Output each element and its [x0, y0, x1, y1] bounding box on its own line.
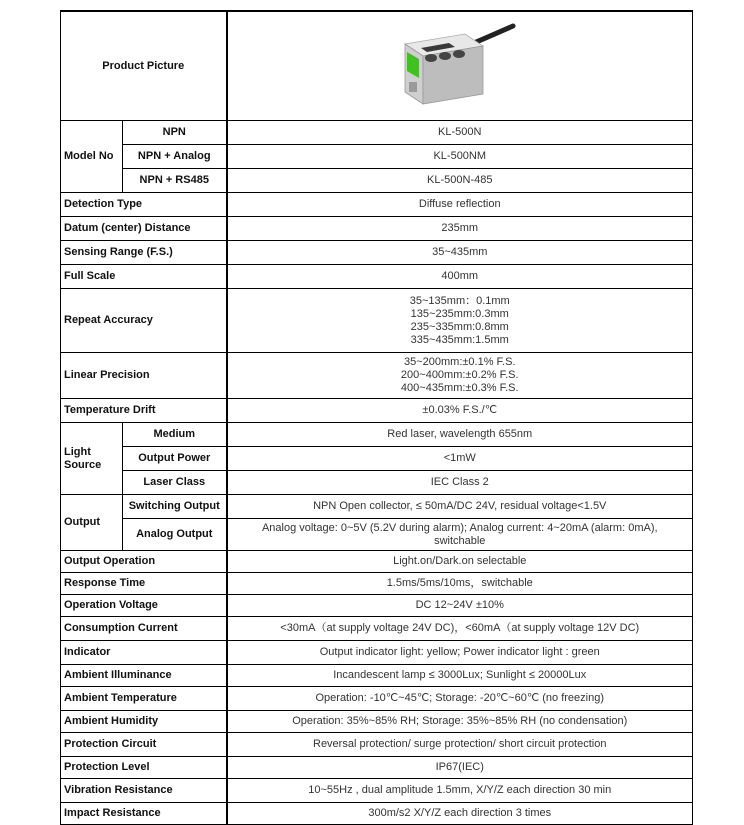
spec-value: Operation: 35%~85% RH; Storage: 35%~85% RH (no condensation) [227, 711, 693, 733]
spec-value: 35~435mm [227, 241, 693, 265]
spec-value: <30mA（at supply voltage 24V DC)，<60mA（at supply voltage 12V DC) [227, 617, 693, 641]
row-impact-resistance [61, 803, 693, 825]
light-source-item: Medium [123, 423, 227, 447]
spec-value-line: 400~435mm:±0.3% F.S. [400, 382, 519, 394]
spec-label: Linear Precision [61, 353, 227, 399]
spec-value-line: 335~435mm:1.5mm [410, 333, 509, 346]
row-output-operation [61, 551, 693, 573]
spec-value-multiline [227, 289, 693, 353]
row-light-output-power [61, 447, 693, 471]
spec-value: Incandescent lamp ≤ 3000Lux; Sunlight ≤ 20000Lux [227, 665, 693, 687]
spec-label: Repeat Accuracy [61, 289, 227, 353]
spec-value: Operation: -10℃~45℃; Storage: -20℃~60℃ (no freezing) [227, 687, 693, 711]
spec-label: Full Scale [61, 265, 227, 289]
row-temperature-drift [61, 399, 693, 423]
row-model-npn-rs485 [61, 169, 693, 193]
row-product-picture [61, 11, 693, 121]
spec-label: Temperature Drift [61, 399, 227, 423]
output-item: Analog Output [123, 519, 227, 551]
spec-value-line: 235~335mm:0.8mm [410, 320, 509, 333]
spec-label: Response Time [61, 573, 227, 595]
spec-value: ±0.03% F.S./℃ [227, 399, 693, 423]
spec-label: Sensing Range (F.S.) [61, 241, 227, 265]
row-ambient-temperature [61, 687, 693, 711]
row-operation-voltage [61, 595, 693, 617]
row-protection-circuit [61, 733, 693, 757]
light-source-item: Output Power [123, 447, 227, 471]
spec-value-line: 135~235mm:0.3mm [410, 307, 509, 320]
row-model-npn-analog [61, 145, 693, 169]
row-vibration-resistance [61, 779, 693, 803]
row-sensing-range [61, 241, 693, 265]
spec-label: Vibration Resistance [61, 779, 227, 803]
spec-value: <1mW [227, 447, 693, 471]
product-picture-label: Product Picture [61, 11, 227, 121]
light-source-label [61, 423, 123, 495]
light-source-label-line1: Light [64, 445, 91, 458]
row-model-npn [61, 121, 693, 145]
spec-value: Light.on/Dark.on selectable [227, 551, 693, 573]
model-value: KL-500N [227, 121, 693, 145]
model-type: NPN [123, 121, 227, 145]
spec-value-multiline [227, 353, 693, 399]
spec-label: Protection Level [61, 757, 227, 779]
model-type: NPN + Analog [123, 145, 227, 169]
light-source-item: Laser Class [123, 471, 227, 495]
row-detection-type [61, 193, 693, 217]
spec-value: 400mm [227, 265, 693, 289]
spec-value-line: Analog voltage: 0~5V (5.2V during alarm); Analog current: 4~20mA (alarm: 0mA), [261, 521, 658, 534]
spec-label: Protection Circuit [61, 733, 227, 757]
spec-value-line: 200~400mm:±0.2% F.S. [400, 369, 519, 381]
spec-value: 10~55Hz , dual amplitude 1.5mm, X/Y/Z each direction 30 min [227, 779, 693, 803]
product-picture-cell [227, 11, 693, 121]
spec-label: Indicator [61, 641, 227, 665]
spec-label: Ambient Temperature [61, 687, 227, 711]
row-consumption-current [61, 617, 693, 641]
row-repeat-accuracy [61, 289, 693, 353]
row-response-time [61, 573, 693, 595]
spec-label: Ambient Illuminance [61, 665, 227, 687]
row-indicator [61, 641, 693, 665]
spec-value: NPN Open collector, ≤ 50mA/DC 24V, residual voltage<1.5V [227, 495, 693, 519]
row-full-scale [61, 265, 693, 289]
row-output-switching [61, 495, 693, 519]
spec-label: Output Operation [61, 551, 227, 573]
row-output-analog [61, 519, 693, 551]
spec-label: Datum (center) Distance [61, 217, 227, 241]
model-value: KL-500N-485 [227, 169, 693, 193]
row-light-laser-class [61, 471, 693, 495]
spec-value: 300m/s2 X/Y/Z each direction 3 times [227, 803, 693, 825]
row-ambient-illuminance [61, 665, 693, 687]
spec-value: Red laser, wavelength 655nm [227, 423, 693, 447]
spec-label: Ambient Humidity [61, 711, 227, 733]
spec-label: Consumption Current [61, 617, 227, 641]
spec-value: Output indicator light: yellow; Power indicator light : green [227, 641, 693, 665]
row-protection-level [61, 757, 693, 779]
spec-value-line: 35~200mm:±0.1% F.S. [403, 356, 516, 368]
spec-label: Impact Resistance [61, 803, 227, 825]
spec-value: DC 12~24V ±10% [227, 595, 693, 617]
model-type: NPN + RS485 [123, 169, 227, 193]
row-light-medium [61, 423, 693, 447]
light-source-label-line2: Source [64, 458, 102, 471]
model-no-label: Model No [61, 121, 123, 193]
model-value: KL-500NM [227, 145, 693, 169]
spec-value-line: switchable [434, 534, 486, 547]
spec-value: Reversal protection/ surge protection/ short circuit protection [227, 733, 693, 757]
spec-value: IEC Class 2 [227, 471, 693, 495]
spec-table [60, 10, 693, 825]
row-datum-distance [61, 217, 693, 241]
row-linear-precision [61, 353, 693, 399]
spec-label: Operation Voltage [61, 595, 227, 617]
spec-value: IP67(IEC) [227, 757, 693, 779]
row-ambient-humidity [61, 711, 693, 733]
laser-sensor-image [395, 18, 525, 114]
spec-value: 1.5ms/5ms/10ms，switchable [227, 573, 693, 595]
spec-value: Diffuse reflection [227, 193, 693, 217]
spec-value-multiline [227, 519, 693, 551]
output-label: Output [61, 495, 123, 551]
spec-label: Detection Type [61, 193, 227, 217]
spec-value: 235mm [227, 217, 693, 241]
spec-value-line: 35~135mm：0.1mm [409, 294, 510, 307]
output-item: Switching Output [123, 495, 227, 519]
